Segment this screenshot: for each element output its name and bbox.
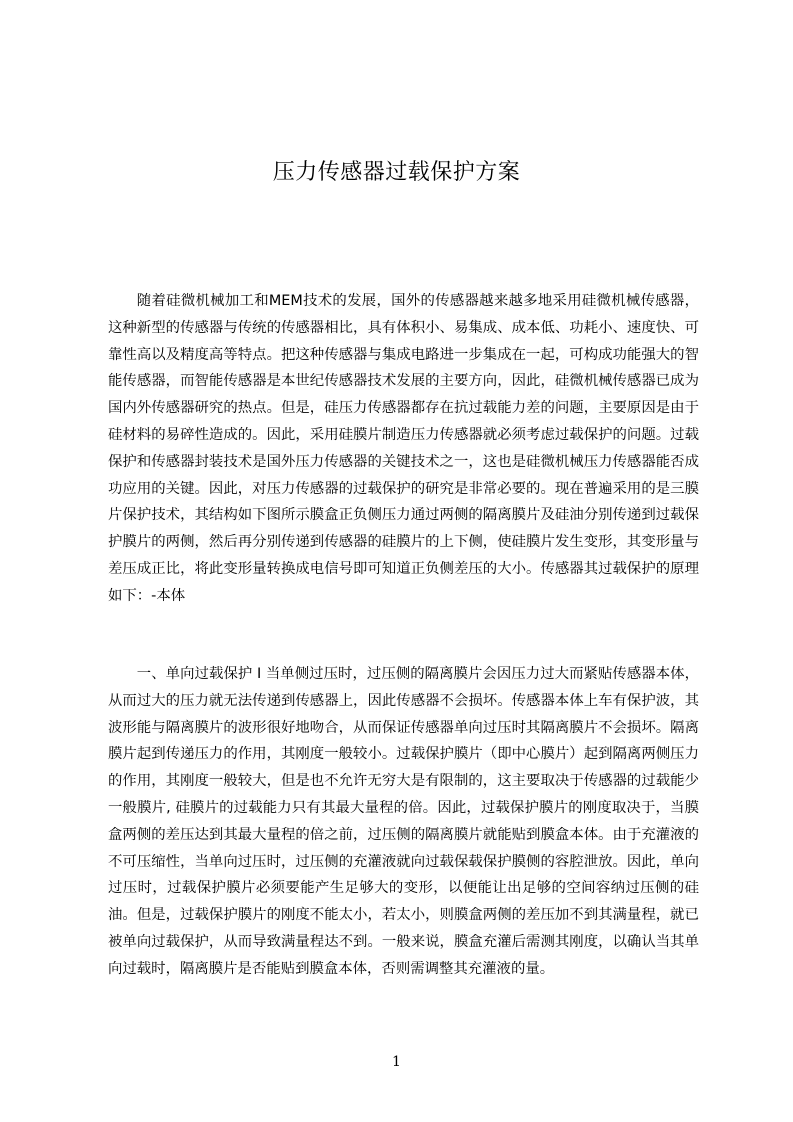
- page-title: 压力传感器过载保护方案: [272, 159, 521, 185]
- body-paragraph: 一、单向过载保护 I 当单侧过压时，过压侧的隔离膜片会因压力过大而紧贴传感器本体，从而过大的压力就无法传递到传感器上，因此传感器不会损坏。传感器本体上车有保护波，其波形能与隔离膜片的波形很好地吻合，从而保证传感器单向过压时其隔离膜片不会损坏。隔离膜片起到传递压力的作用，其刚度一般较小。过载保护膜片（即中心膜片）起到隔离两侧压力的作用，其刚度一般较大，但是也不允许无穷大是有限制的，这主要取决于传感器的过载能少一般膜片, 硅膜片的过载能力只有其最大量程的倍。因此，过载保护膜片的刚度取决于，当膜盒两侧的差压达到其最大量程的倍之前，过压侧的隔离膜片就能贴到膜盒本体。由于充灌液的不可压缩性，当单向过压时，过压侧的充灌液就向过载保载保护膜侧的容腔泄放。因此，单向过压时，过载保护膜片必须要能产生足够大的变形，以便能让出足够的空间容纳过压侧的硅油。但是，过载保护膜片的刚度不能太小，若太小，则膜盒两侧的差压加不到其满量程，就已被单向过载保护，从而导致满量程达不到。一般来说，膜盒充灌后需测其刚度，以确认当其单向过载时，隔离膜片是否能贴到膜盒本体，否则需调整其充灌液的量。: [108, 666, 699, 977]
- body-paragraph: 随着硅微机械加工和MEM技术的发展，国外的传感器越来越多地采用硅微机械传感器，这种新型的传感器与传统的传感器相比，具有体积小、易集成、成本低、功耗小、速度快、可靠性高以及精度高等特点。把这种传感器与集成电路进一步集成在一起，可构成功能强大的智能传感器，而智能传感器是本世纪传感器技术发展的主要方向，因此，硅微机械传感器已成为国内外传感器研究的热点。但是，硅压力传感器都存在抗过载能力差的问题，主要原因是由于硅材料的易碎性造成的。因此，采用硅膜片制造压力传感器就必须考虑过载保护的问题。过载保护和传感器封装技术是国外压力传感器的关键技术之一，这也是硅微机械压力传感器能否成功应用的关键。因此，对压力传感器的过载保护的研究是非常必要的。现在普遍采用的是三膜片保护技术，其结构如下图所示膜盒正负侧压力通过两侧的隔离膜片及硅油分别传递到过载保护膜片的两侧，然后再分别传递到传感器的硅膜片的上下侧，使硅膜片发生变形，其变形量与差压成正比，将此变形量转换成电信号即可知道正负侧差压的大小。传感器其过载保护的原理如下：-本体: [108, 293, 699, 604]
- page-number: 1: [392, 1054, 401, 1070]
